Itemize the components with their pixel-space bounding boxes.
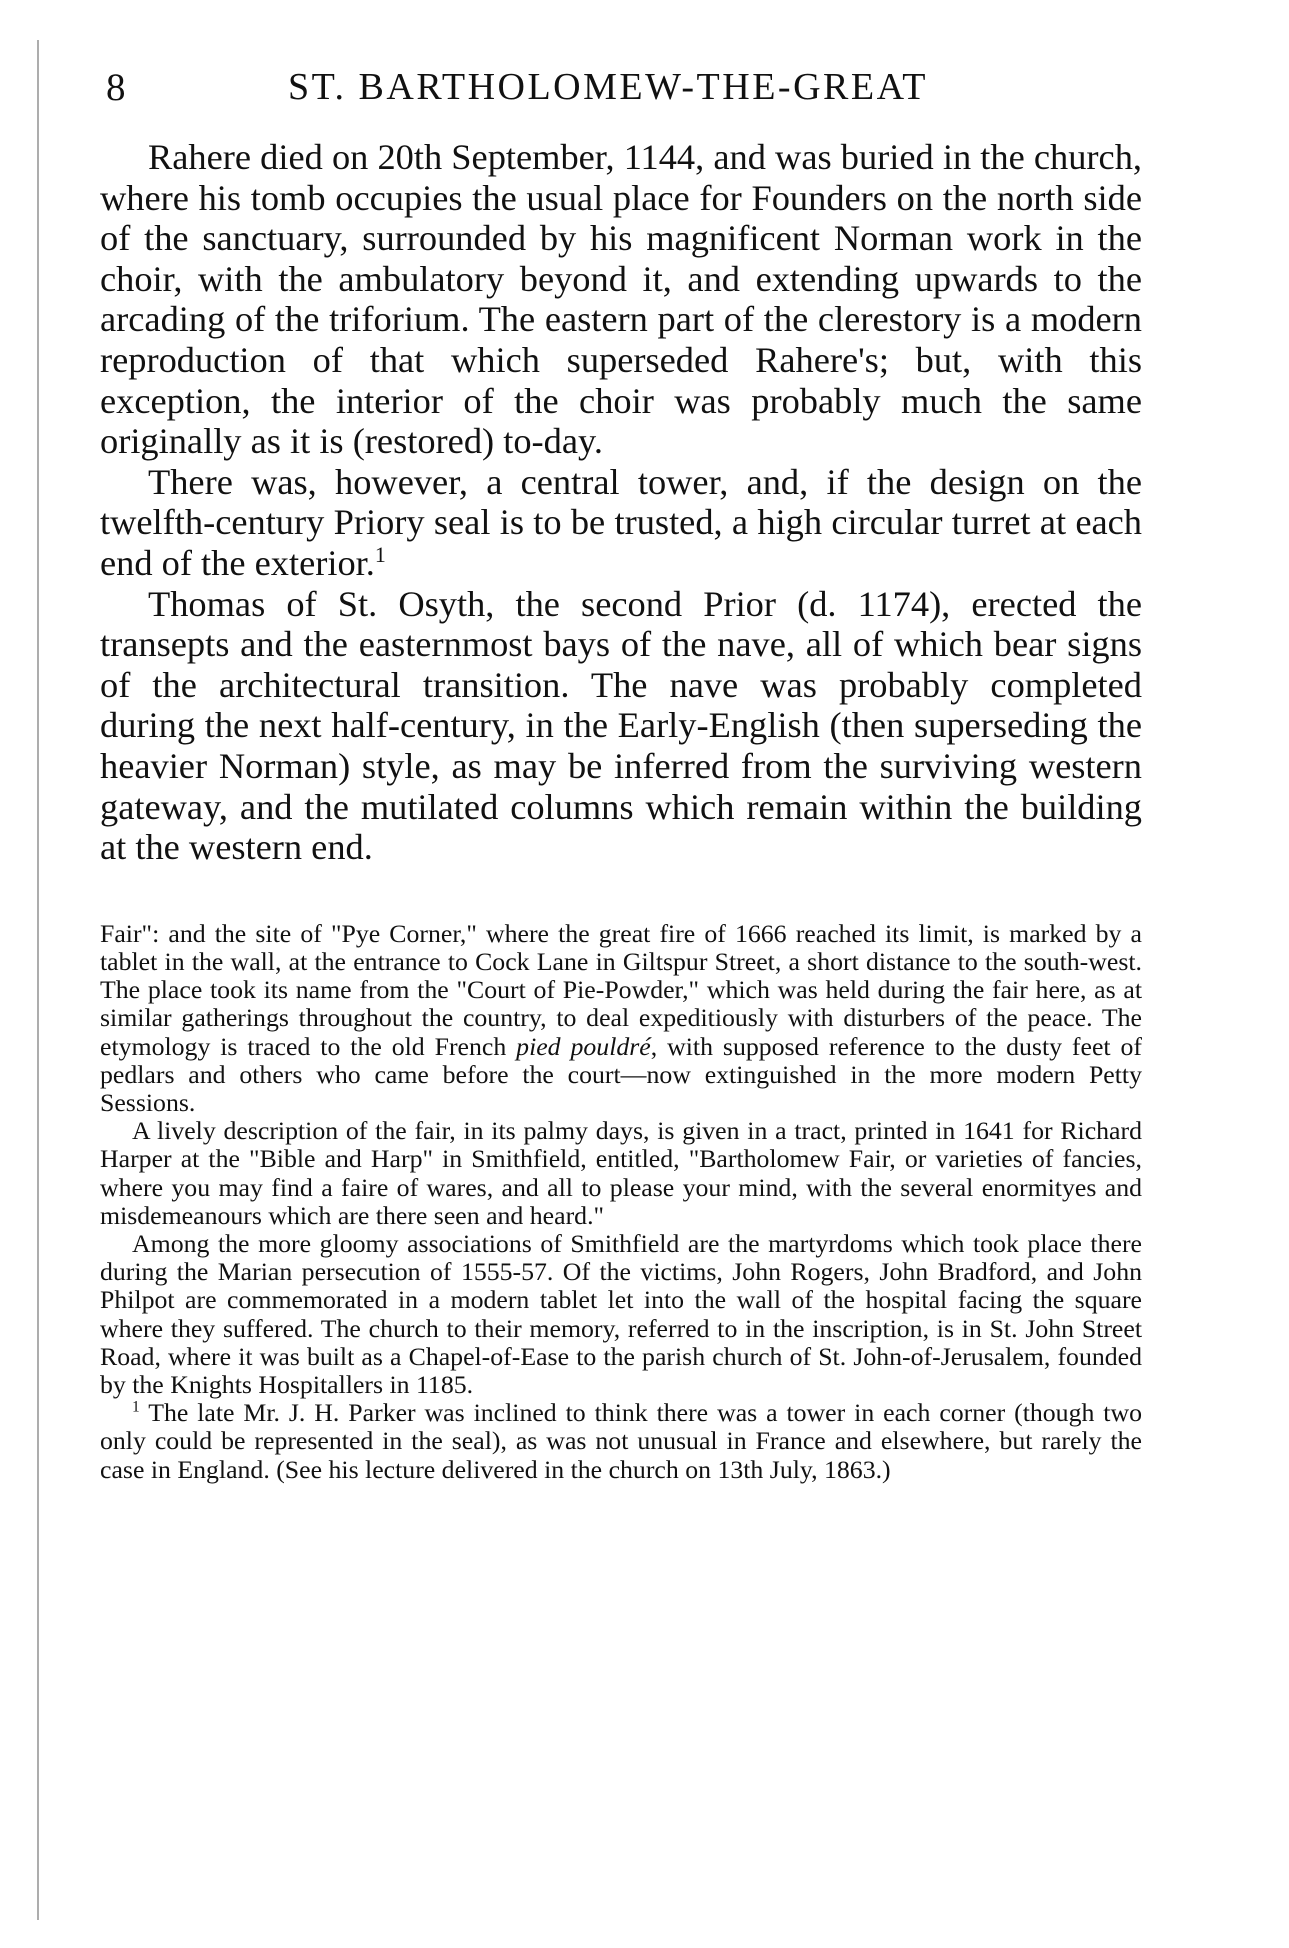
page-number: 8 — [106, 66, 127, 109]
note-italic-term: pied pouldré — [516, 1031, 651, 1061]
footnote-text: The late Mr. J. H. Parker was inclined to think there was a tower in each corner (though two only could be represented in the seal), as was not unusual in France and elsewhere, but rarely the case in England. (See his lecture delivered in the church on 13th July, 1863.) — [100, 1398, 1142, 1484]
page-header-title: ST. BARTHOLOMEW-THE-GREAT — [288, 66, 929, 108]
note-paragraph: A lively description of the fair, in its palmy days, is given in a tract, printed in 1641 for Richard Harper at the "Bible and Harp" in Smithfield, entitled, "Bartholomew Fair, or varieties of fancies, where you may find a faire of wares, and all to please your mind, with the several enormityes and misdemeanours which are there seen and heard." — [100, 1116, 1142, 1230]
note-text: , with supposed reference to the dusty feet of pedlars and others who came before the court—now extinguished in the more modern Petty Sessions. — [100, 1031, 1142, 1117]
note-paragraph — [100, 920, 1142, 1117]
running-head — [100, 55, 1142, 119]
note-text: Fair": and the site of "Pye Corner," where the great fire of 1666 reached its limit, is marked by a tablet in the wall, at the entrance to Cock Lane in Giltspur Street, a short distance to the south-west. The place took its name from the "Court of Pie-Powder," which was held during the fair here, as at similar gatherings throughout the country, to deal expeditiously with disturbers of the peace. The etymology is traced to the old French — [100, 918, 1142, 1061]
footnote-reference: 1 — [374, 542, 386, 567]
book-page — [100, 55, 1142, 1484]
note-paragraph: Among the more gloomy associations of Smithfield are the martyrdoms which took place there during the Marian persecution of 1555-57. Of the victims, John Rogers, John Bradford, and John Philpot are commemorated in a modern tablet let into the wall of the hospital facing the square where they suffered. The church to their memory, referred to in the inscription, is in St. John Street Road, where it was built as a Chapel-of-Ease to the parish church of St. John-of-Jerusalem, founded by the Knights Hospitallers in 1185. — [100, 1228, 1142, 1399]
footnote-mark: 1 — [132, 1398, 140, 1416]
body-paragraph-text: There was, however, a central tower, and, if the design on the twelfth-century Priory seal is to be trusted, a high circular turret at each end of the exterior. — [100, 461, 1142, 583]
main-text — [100, 137, 1142, 868]
page-binding-edge — [37, 40, 39, 1920]
notes-section — [100, 920, 1142, 1484]
body-paragraph — [100, 462, 1142, 584]
body-paragraph: Rahere died on 20th September, 1144, and was buried in the church, where his tomb occupies the usual place for Founders on the north side of the sanctuary, surrounded by his magnificent Norman work in the choir, with the ambulatory beyond it, and extending upwards to the arcading of the triforium. The eastern part of the clerestory is a modern reproduction of that which superseded Rahere's; but, with this exception, the interior of the choir was probably much the same originally as it is (restored) to-day. — [100, 137, 1142, 462]
footnote — [100, 1399, 1142, 1484]
body-paragraph: Thomas of St. Osyth, the second Prior (d. 1174), erected the transepts and the easternmost bays of the nave, all of which bear signs of the architectural transition. The nave was probably completed during the next half-century, in the Early-English (then superseding the heavier Norman) style, as may be inferred from the surviving western gateway, and the mutilated columns which remain within the building at the western end. — [100, 583, 1142, 868]
